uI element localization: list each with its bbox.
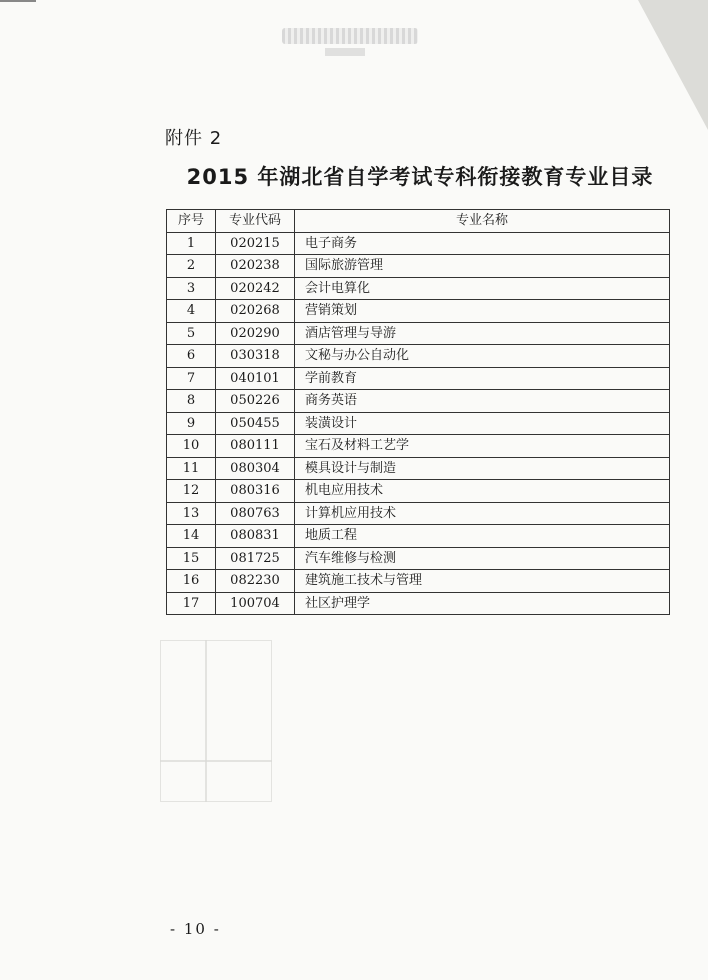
cell-no: 15 <box>167 547 216 570</box>
column-header-code: 专业代码 <box>216 210 295 233</box>
cell-no: 9 <box>167 412 216 435</box>
cell-code: 020290 <box>216 322 295 345</box>
cell-name: 电子商务 <box>295 232 670 255</box>
cell-code: 080111 <box>216 435 295 458</box>
cell-no: 10 <box>167 435 216 458</box>
table-row <box>167 412 670 435</box>
table-header-row <box>167 210 670 233</box>
table-row <box>167 480 670 503</box>
cell-name: 宝石及材料工艺学 <box>295 435 670 458</box>
cell-code: 080316 <box>216 480 295 503</box>
cell-code: 040101 <box>216 367 295 390</box>
table-row <box>167 592 670 615</box>
cell-no: 2 <box>167 255 216 278</box>
table-row <box>167 322 670 345</box>
table-row <box>167 367 670 390</box>
page-number: - 10 - <box>170 920 221 938</box>
cell-no: 17 <box>167 592 216 615</box>
cell-no: 8 <box>167 390 216 413</box>
page-title: 2015 年湖北省自学考试专科衔接教育专业目录 <box>186 165 654 189</box>
cell-no: 13 <box>167 502 216 525</box>
scan-artifact-line <box>0 0 36 2</box>
bleed-through-mark <box>325 48 365 56</box>
cell-code: 080831 <box>216 525 295 548</box>
cell-name: 国际旅游管理 <box>295 255 670 278</box>
cell-code: 050455 <box>216 412 295 435</box>
cell-name: 模具设计与制造 <box>295 457 670 480</box>
cell-code: 020242 <box>216 277 295 300</box>
cell-no: 5 <box>167 322 216 345</box>
table-row <box>167 232 670 255</box>
column-header-name: 专业名称 <box>295 210 670 233</box>
cell-name: 地质工程 <box>295 525 670 548</box>
bleed-through-grid <box>160 760 272 762</box>
table-row <box>167 457 670 480</box>
cell-code: 082230 <box>216 570 295 593</box>
table-row <box>167 277 670 300</box>
cell-code: 020215 <box>216 232 295 255</box>
cell-name: 文秘与办公自动化 <box>295 345 670 368</box>
attachment-label: 附件 2 <box>165 128 223 149</box>
cell-name: 学前教育 <box>295 367 670 390</box>
cell-code: 050226 <box>216 390 295 413</box>
cell-no: 16 <box>167 570 216 593</box>
column-header-no: 序号 <box>167 210 216 233</box>
cell-no: 6 <box>167 345 216 368</box>
table-row <box>167 547 670 570</box>
cell-name: 汽车维修与检测 <box>295 547 670 570</box>
cell-name: 社区护理学 <box>295 592 670 615</box>
table-row <box>167 300 670 323</box>
table-row <box>167 255 670 278</box>
cell-name: 营销策划 <box>295 300 670 323</box>
cell-no: 12 <box>167 480 216 503</box>
cell-code: 030318 <box>216 345 295 368</box>
cell-code: 020238 <box>216 255 295 278</box>
cell-no: 7 <box>167 367 216 390</box>
cell-name: 商务英语 <box>295 390 670 413</box>
cell-code: 020268 <box>216 300 295 323</box>
cell-no: 1 <box>167 232 216 255</box>
table-row <box>167 435 670 458</box>
cell-no: 3 <box>167 277 216 300</box>
cell-code: 080304 <box>216 457 295 480</box>
cell-name: 计算机应用技术 <box>295 502 670 525</box>
table-body <box>167 232 670 615</box>
cell-code: 081725 <box>216 547 295 570</box>
table-row <box>167 345 670 368</box>
bleed-through-stamp <box>282 28 418 44</box>
cell-no: 4 <box>167 300 216 323</box>
major-catalog-table <box>166 209 670 615</box>
cell-no: 14 <box>167 525 216 548</box>
cell-name: 装潢设计 <box>295 412 670 435</box>
cell-name: 机电应用技术 <box>295 480 670 503</box>
bleed-through-grid <box>205 640 207 802</box>
cell-name: 会计电算化 <box>295 277 670 300</box>
table-row <box>167 570 670 593</box>
cell-name: 酒店管理与导游 <box>295 322 670 345</box>
cell-code: 080763 <box>216 502 295 525</box>
cell-no: 11 <box>167 457 216 480</box>
cell-code: 100704 <box>216 592 295 615</box>
table-row <box>167 502 670 525</box>
folded-corner <box>638 0 708 130</box>
table-row <box>167 390 670 413</box>
table-row <box>167 525 670 548</box>
cell-name: 建筑施工技术与管理 <box>295 570 670 593</box>
bleed-through-grid <box>160 640 272 802</box>
